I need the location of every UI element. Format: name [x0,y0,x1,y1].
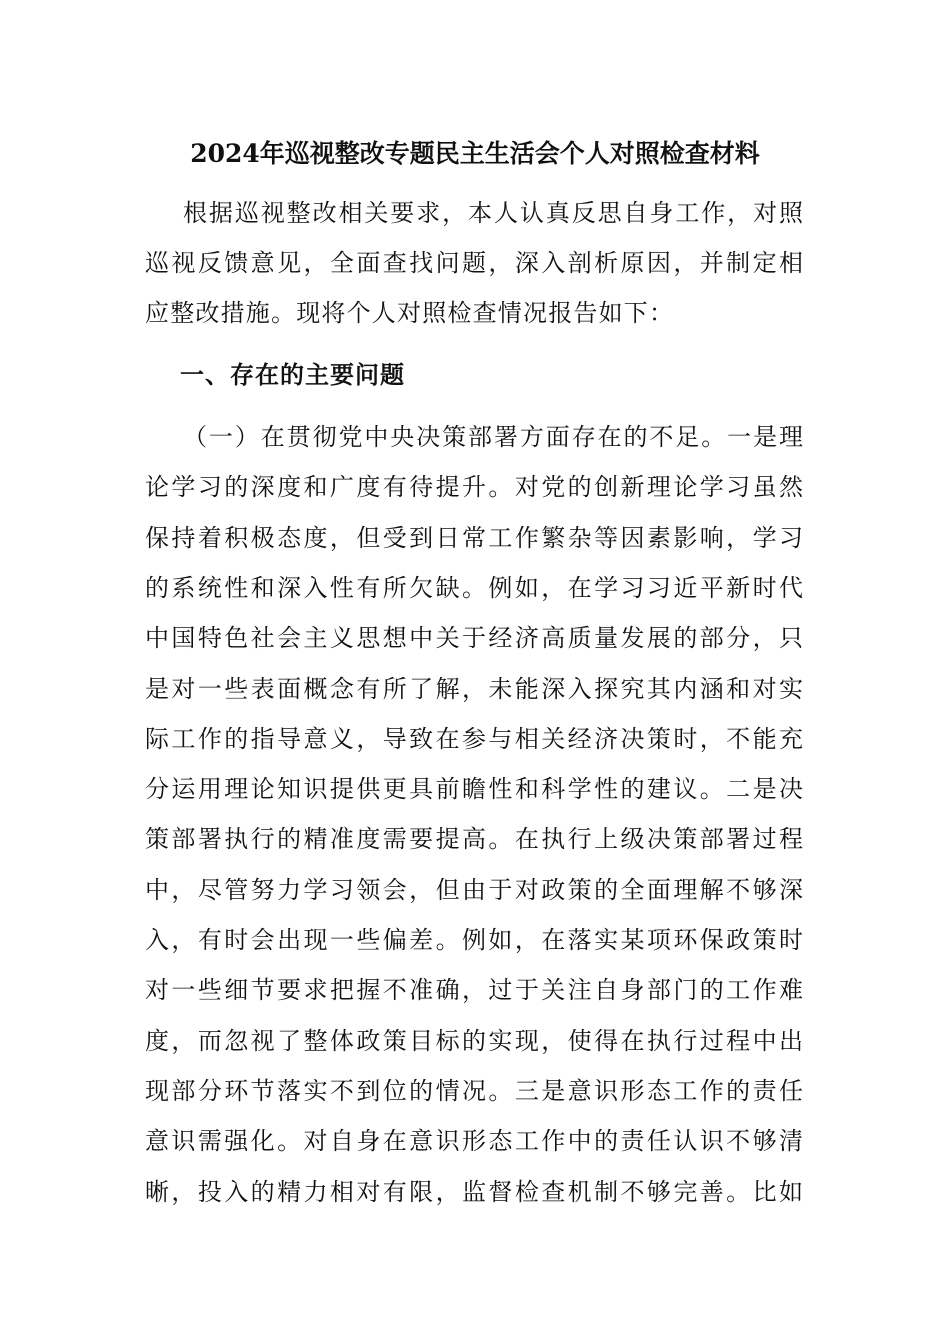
body-line: 分运用理论知识提供更具前瞻性和科学性的建议。二是决 [145,775,803,804]
body-line: 度，而忽视了整体政策目标的实现，使得在执行过程中出 [145,1026,803,1055]
body-line: 晰，投入的精力相对有限，监督检查机制不够完善。比如 [145,1177,803,1206]
body-line: 入，有时会出现一些偏差。例如，在落实某项环保政策时 [145,926,803,954]
body-line: 是对一些表面概念有所了解，未能深入探究其内涵和对实 [145,674,803,703]
body-line: （一）在贯彻党中央决策部署方面存在的不足。一是理 [183,423,803,451]
body-line: 论学习的深度和广度有待提升。对党的创新理论学习虽然 [145,473,803,502]
body-line: 中国特色社会主义思想中关于经济高质量发展的部分，只 [145,624,803,653]
document-title: 2024年巡视整改专题民主生活会个人对照检查材料 [190,139,760,168]
intro-line: 应整改措施。现将个人对照检查情况报告如下： [145,299,675,327]
body-line: 保持着积极态度，但受到日常工作繁杂等因素影响，学习 [145,523,803,552]
body-line: 对一些细节要求把握不准确，过于关注自身部门的工作难 [145,976,803,1005]
section-heading: 一、存在的主要问题 [180,361,405,389]
intro-line: 巡视反馈意见，全面查找问题，深入剖析原因，并制定相 [145,249,803,277]
intro-line: 根据巡视整改相关要求，本人认真反思自身工作，对照 [183,199,803,227]
body-line: 的系统性和深入性有所欠缺。例如，在学习习近平新时代 [145,573,803,602]
body-line: 策部署执行的精准度需要提高。在执行上级决策部署过程 [145,825,803,854]
body-line: 现部分环节落实不到位的情况。三是意识形态工作的责任 [145,1076,803,1105]
body-line: 意识需强化。对自身在意识形态工作中的责任认识不够清 [145,1127,803,1156]
body-line: 际工作的指导意义，导致在参与相关经济决策时，不能充 [145,724,803,753]
body-line: 中，尽管努力学习领会，但由于对政策的全面理解不够深 [145,875,803,904]
